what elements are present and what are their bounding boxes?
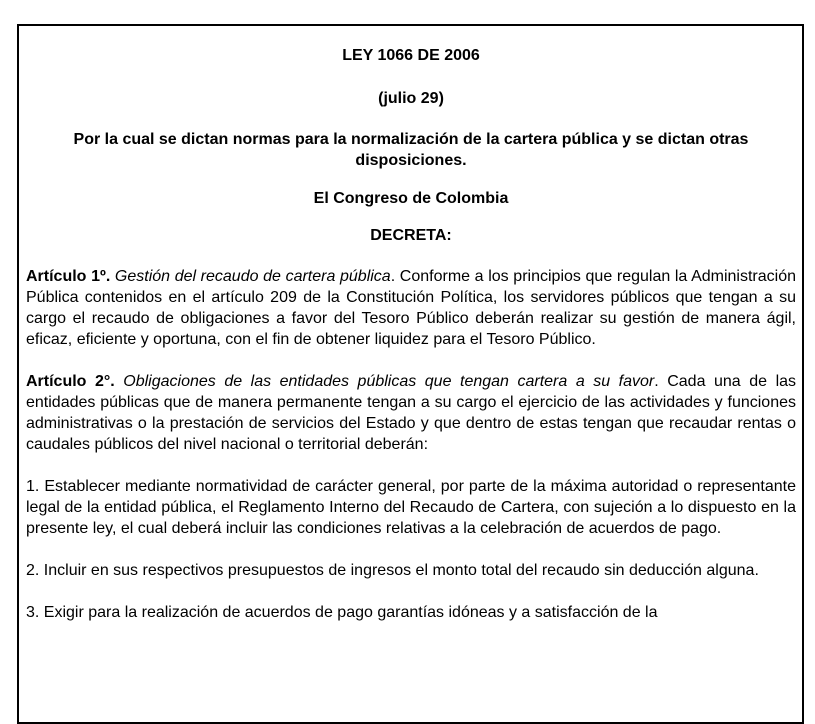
article-text: . Conforme a los principios que regulan la Administración Pública contenidos en el artículo 209 de la Constitución Política, los servidores públicos que tengan a su cargo el recaudo de obligaciones a favor del Tesoro Público deberán realizar su gestión de manera ágil, eficaz, eficiente y oportuna, con el fin de obtener liquidez para el Tesoro Público. [26,268,797,348]
issuer: El Congreso de Colombia [313,190,509,207]
article-2 [26,371,796,455]
article-title: Gestión del recaudo de cartera pública [114,268,391,285]
article-label: Artículo 1º. [26,268,111,285]
law-subject: Por la cual se dictan normas para la normalización de la cartera pública y se dictan otras disposiciones. [73,131,749,169]
article-1 [26,266,796,350]
article-text: . Cada una de las entidades públicas que de manera permanente tengan a su cargo el ejercicio de las actividades y funciones administrativas o la prestación de servicios del Estado y que dentro de estas tengan que recaudar rentas o caudales públicos del nivel nacional o territorial deberán: [26,373,797,453]
article-title: Obligaciones de las entidades públicas que tengan cartera a su favor [123,373,655,390]
list-item: 3. Exigir para la realización de acuerdos de pago garantías idóneas y a satisfacción de la [26,604,658,621]
list-item: 2. Incluir en sus respectivos presupuestos de ingresos el monto total del recaudo sin deducción alguna. [26,562,759,579]
law-date: (julio 29) [378,90,444,107]
list-item: 1. Establecer mediante normatividad de carácter general, por parte de la máxima autoridad o representante legal de la entidad pública, el Reglamento Interno del Recaudo de Cartera, con sujeción a lo dispuesto en la presente ley, el cual deberá incluir las condiciones relativas a la celebración de acuerdos de pago. [26,478,796,537]
article-label: Artículo 2°. [26,373,115,390]
document-body [26,45,796,644]
law-title: LEY 1066 DE 2006 [342,47,480,64]
decree-heading: DECRETA: [370,227,452,244]
